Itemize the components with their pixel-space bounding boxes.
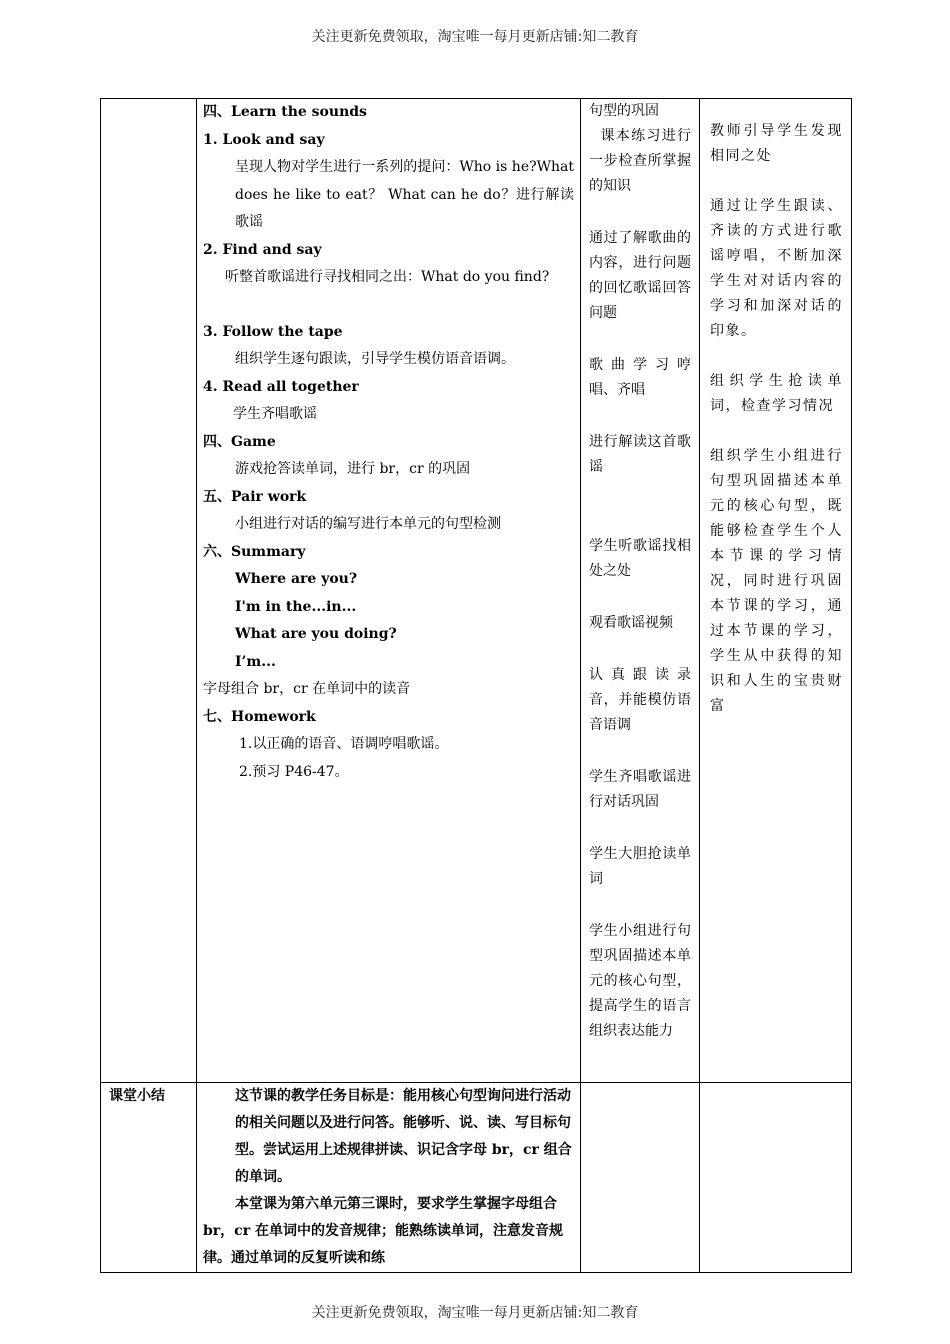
homework-item: 1.以正确的语音、语调哼唱歌谣。 bbox=[239, 736, 449, 752]
activity-item: 学生大胆抢读单词 bbox=[589, 846, 691, 887]
activity-item: 进行解读这首歌谣 bbox=[589, 434, 691, 475]
summary-line: Where are you? bbox=[235, 571, 358, 587]
game-desc: 游戏抢答读单词，进行 br，cr 的巩固 bbox=[235, 461, 471, 477]
page-header: 关注更新免费领取，淘宝唯一每月更新店铺:知二教育 bbox=[311, 29, 639, 45]
lesson-plan-table bbox=[100, 98, 852, 1273]
student-activity-cell bbox=[581, 99, 700, 1083]
summary-empty-cell bbox=[581, 1083, 700, 1273]
summary-content-cell bbox=[197, 1083, 581, 1273]
activity-item: 通过了解歌曲的内容，进行问题的回忆歌谣回答问题 bbox=[589, 230, 691, 321]
summary-line: I’m... bbox=[235, 653, 276, 670]
find-and-say-desc: 听整首歌谣进行寻找相同之出：What do you find? bbox=[225, 269, 550, 285]
summary-para-1: 这节课的教学任务目标是：能用核心句型询问进行活动的相关问题以及进行问答。能够听、说、读、写目标句型。尝试运用上述规律拼读、识记含字母 br，cr 组合的单词。 bbox=[235, 1088, 572, 1185]
teaching-process-cell bbox=[197, 99, 581, 1083]
activity-item: 学生小组进行句型巩固描述本单元的核心句型，提高学生的语言组织表达能力 bbox=[589, 923, 691, 1039]
summary-para-2: 本堂课为第六单元第三课时，要求学生掌握字母组合 br，cr 在单词中的发音规律；能熟练读单词，注意发音规律。通过单词的反复听读和练 bbox=[203, 1196, 563, 1266]
stage-cell bbox=[101, 99, 197, 1083]
activity-item: 课本练习进行一步检查所掌握的知识 bbox=[589, 128, 691, 194]
summary-row bbox=[101, 1083, 852, 1273]
intent-item: 组织学生小组进行句型巩固描述本单元的核心句型，既能够检查学生个人本节课的学习情况，同时进行巩固本节课的学习，通过本节课的学习，学生从中获得的知识和人生的宝贵财富 bbox=[710, 448, 843, 714]
step-find-and-say: 2. Find and say bbox=[203, 241, 322, 258]
activity-item: 句型的巩固 bbox=[589, 103, 659, 119]
pair-work-desc: 小组进行对话的编写进行本单元的句型检测 bbox=[235, 516, 501, 532]
section-homework: 七、Homework bbox=[203, 708, 316, 725]
design-intent-cell bbox=[700, 99, 852, 1083]
intent-item: 教师引导学生发现相同之处 bbox=[710, 123, 843, 164]
activity-item: 观看歌谣视频 bbox=[589, 615, 673, 631]
intent-item: 通过让学生跟读、齐读的方式进行歌谣哼唱，不断加深学生对对话内容的学习和加深对话的印象。 bbox=[710, 198, 843, 339]
summary-empty-cell bbox=[700, 1083, 852, 1273]
spacer bbox=[203, 292, 574, 319]
summary-phonics: 字母组合 br，cr 在单词中的读音 bbox=[203, 681, 411, 697]
activity-item: 学生齐唱歌谣进行对话巩固 bbox=[589, 769, 691, 810]
step-read-together: 4. Read all together bbox=[203, 378, 359, 395]
spacer bbox=[589, 507, 691, 534]
page-footer: 关注更新免费领取，淘宝唯一每月更新店铺:知二教育 bbox=[311, 1305, 639, 1321]
look-and-say-desc: 呈现人物对学生进行一系列的提问：Who is he?What does he like to eat？ What can he do？进行解读歌谣 bbox=[235, 159, 574, 230]
read-together-desc: 学生齐唱歌谣 bbox=[233, 406, 317, 422]
section-learn-sounds: 四、Learn the sounds bbox=[203, 104, 367, 120]
intent-item: 组织学生抢读单词，检查学习情况 bbox=[710, 373, 843, 414]
summary-label: 课堂小结 bbox=[101, 1083, 197, 1273]
section-pair-work: 五、Pair work bbox=[203, 488, 307, 505]
homework-item: 2.预习 P46-47。 bbox=[239, 763, 349, 780]
summary-line: I'm in the...in... bbox=[235, 598, 357, 615]
section-summary: 六、Summary bbox=[203, 543, 306, 560]
summary-line: What are you doing? bbox=[235, 626, 397, 642]
activity-item: 认 真 跟 读 录 音，并能模仿语音语调 bbox=[589, 667, 691, 733]
activity-item: 学生听歌谣找相处之处 bbox=[589, 538, 691, 579]
section-game: 四、Game bbox=[203, 433, 276, 450]
process-row bbox=[101, 99, 852, 1083]
activity-item: 歌 曲 学 习 哼 唱、齐唱 bbox=[589, 357, 691, 398]
step-look-and-say: 1. Look and say bbox=[203, 131, 325, 148]
step-follow-tape: 3. Follow the tape bbox=[203, 323, 343, 340]
follow-tape-desc: 组织学生逐句跟读，引导学生模仿语音语调。 bbox=[235, 351, 515, 367]
